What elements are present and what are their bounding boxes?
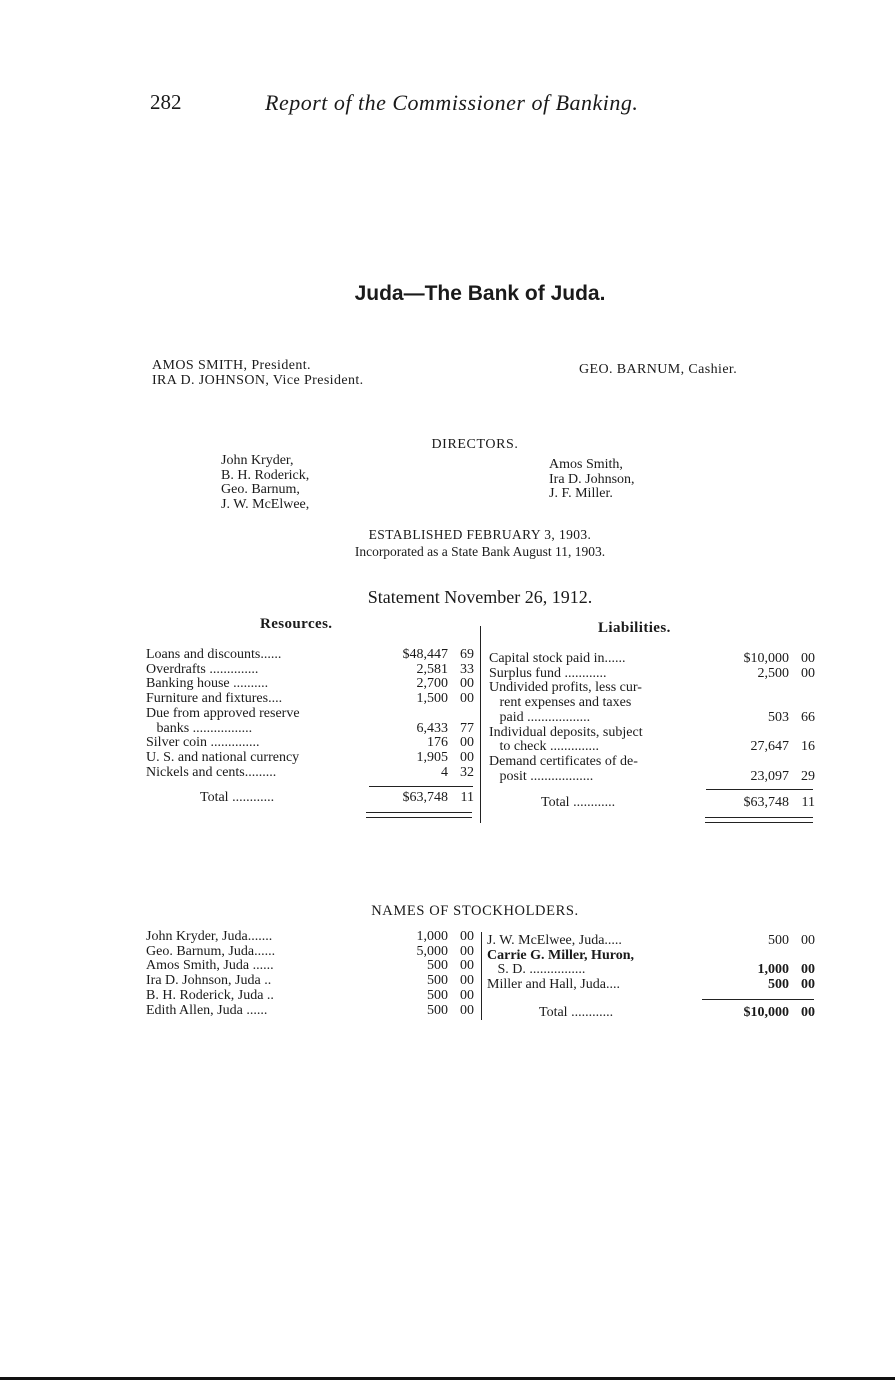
table-row: Carrie G. Miller, Huron, xyxy=(487,947,634,963)
table-row: Capital stock paid in...... $10,000 00 xyxy=(489,651,815,666)
table-row: Amos Smith, Juda ...... 500 00 xyxy=(146,958,474,974)
incorporated-line: Incorporated as a State Bank August 11, 1903. xyxy=(354,544,606,559)
table-row: paid .................. 503 66 xyxy=(489,709,815,725)
total-rule xyxy=(369,786,473,787)
table-row: Furniture and fixtures.... 1,500 00 xyxy=(146,691,474,707)
stockholders-heading: NAMES OF STOCKHOLDERS. xyxy=(371,903,579,919)
table-row: John Kryder, Juda....... 1,000 00 xyxy=(146,929,474,944)
table-row: J. W. McElwee, Juda..... 500 00 xyxy=(487,933,815,948)
table-row: Ira D. Johnson, Juda .. 500 00 xyxy=(146,973,474,989)
page-number: 282 xyxy=(150,90,182,114)
table-row: Demand certificates of de- xyxy=(489,753,638,769)
established-line: ESTABLISHED FEBRUARY 3, 1903. xyxy=(368,527,592,542)
liabilities-heading: Liabilities. xyxy=(598,620,671,636)
column-divider xyxy=(481,932,482,1020)
double-rule xyxy=(366,812,472,818)
table-row: S. D. ................ 1,000 00 xyxy=(487,962,815,978)
total-rule xyxy=(706,789,813,790)
stockholders-total-row: Total ............ $10,000 00 xyxy=(539,1005,815,1020)
statement-title: Statement November 26, 1912. xyxy=(367,587,593,607)
directors-left xyxy=(221,454,309,512)
table-row: B. H. Roderick, Juda .. 500 00 xyxy=(146,987,474,1003)
directors-right xyxy=(549,458,635,502)
table-row: Miller and Hall, Juda.... 500 00 xyxy=(487,977,815,993)
running-title: Report of the Commissioner of Banking. xyxy=(265,90,639,115)
director-name: John Kryder, xyxy=(221,453,294,468)
table-row: Surplus fund ............ 2,500 00 xyxy=(489,665,815,681)
table-row: Silver coin .............. 176 00 xyxy=(146,735,474,751)
table-row: Individual deposits, subject xyxy=(489,724,643,740)
table-row: Overdrafts .............. 2,581 33 xyxy=(146,661,474,677)
table-row: rent expenses and taxes xyxy=(489,695,632,711)
table-row: posit .................. 23,097 29 xyxy=(489,768,815,784)
table-row: Undivided profits, less cur- xyxy=(489,680,642,696)
cashier: GEO. BARNUM, Cashier. xyxy=(579,362,738,377)
double-rule xyxy=(705,817,813,823)
table-row: Banking house .......... 2,700 00 xyxy=(146,676,474,692)
table-row: U. S. and national currency 1,905 00 xyxy=(146,749,474,765)
director-name: J. W. McElwee, xyxy=(221,496,310,512)
director-name: J. F. Miller. xyxy=(549,486,613,501)
liabilities-total-row: Total ............ $63,748 11 xyxy=(541,795,815,810)
director-name: Geo. Barnum, xyxy=(221,482,300,497)
table-row: banks ................. 6,433 77 xyxy=(146,720,474,736)
table-row: Edith Allen, Juda ...... 500 00 xyxy=(146,1002,474,1018)
total-rule xyxy=(702,999,814,1000)
directors-heading: DIRECTORS. xyxy=(431,437,519,452)
table-row: to check .............. 27,647 16 xyxy=(489,739,815,755)
bank-title: Juda—The Bank of Juda. xyxy=(354,282,606,305)
director-name: Amos Smith, xyxy=(549,457,623,472)
column-divider xyxy=(480,626,481,823)
vice-president: IRA D. JOHNSON, Vice President. xyxy=(152,373,364,388)
table-row: Loans and discounts...... $48,447 69 xyxy=(146,647,474,662)
table-row: Due from approved reserve xyxy=(146,705,300,721)
president: AMOS SMITH, President. xyxy=(152,358,311,373)
director-name: Ira D. Johnson, xyxy=(549,471,635,487)
resources-total-row: Total ............ $63,748 11 xyxy=(200,790,474,805)
director-name: B. H. Roderick, xyxy=(221,467,310,483)
resources-heading: Resources. xyxy=(260,616,333,632)
table-row: Geo. Barnum, Juda...... 5,000 00 xyxy=(146,943,474,959)
table-row: Nickels and cents......... 4 32 xyxy=(146,764,474,780)
